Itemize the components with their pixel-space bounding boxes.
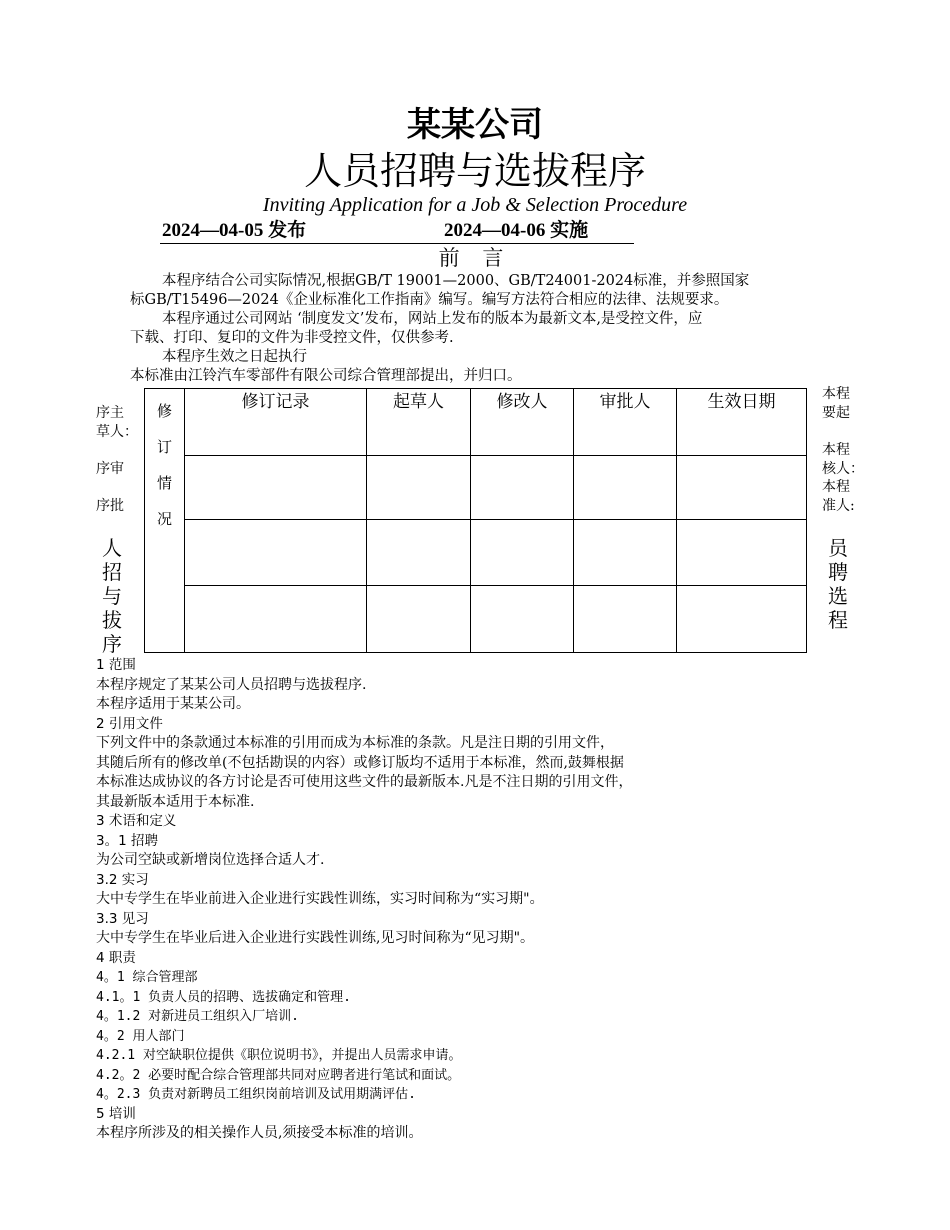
foreword-line: 标GB/T15496—2024《企业标准化工作指南》编写。编写方法符合相应的法律、法规要求。 xyxy=(130,292,729,308)
foreword-title: 前 言 xyxy=(438,246,512,270)
revision-side-label xyxy=(145,389,185,653)
column-header: 审批人 xyxy=(574,389,677,456)
revision-side-char: 情 xyxy=(156,474,172,492)
date-line xyxy=(160,219,634,244)
body-line: 4.1。1 负责人员的招聘、选拔确定和管理. xyxy=(96,989,351,1005)
body-line: 4.2.1 对空缺职位提供《职位说明书》，并提出人员需求申请。 xyxy=(96,1048,462,1063)
right-label: 核人： xyxy=(822,461,864,477)
company-name: 某某公司 xyxy=(407,105,543,145)
table-cell xyxy=(677,520,807,586)
column-header: 生效日期 xyxy=(677,389,807,456)
table-cell xyxy=(367,456,471,520)
table-cell xyxy=(574,586,677,653)
table-row xyxy=(145,586,807,653)
document-title: 人员招聘与选拔程序 xyxy=(303,149,646,193)
table-cell xyxy=(677,586,807,653)
left-label: 草人： xyxy=(96,424,138,440)
section-heading: 3。1 招聘 xyxy=(96,832,158,849)
body-line: 本程序所涉及的相关操作人员,须接受本标准的培训。 xyxy=(96,1125,423,1141)
publish-date: 2024—04-05 发布 xyxy=(162,220,307,241)
body-line: 大中专学生在毕业后进入企业进行实践性训练,见习时间称为“见习期"。 xyxy=(96,930,535,946)
body-line: 4。2 用人部门 xyxy=(96,1028,185,1044)
right-vertical-text: 员聘选程 xyxy=(828,536,848,632)
revision-table xyxy=(144,388,807,653)
revision-side-char: 况 xyxy=(156,510,172,528)
table-cell xyxy=(471,456,574,520)
section-heading: 3.2 实习 xyxy=(96,871,149,888)
body-line: 本标准达成协议的各方讨论是否可使用这些文件的最新版本.凡是不注日期的引用文件， xyxy=(96,774,633,790)
table-cell xyxy=(471,520,574,586)
left-label: 序主 xyxy=(96,405,124,421)
section-heading: 4 职责 xyxy=(96,949,136,966)
right-label: 本程 xyxy=(822,442,850,458)
table-cell xyxy=(185,586,367,653)
table-cell xyxy=(471,586,574,653)
table-cell xyxy=(677,456,807,520)
body-line: 本程序适用于某某公司。 xyxy=(96,696,250,712)
body-line: 4。2.3 负责对新聘员工组织岗前培训及试用期满评估. xyxy=(96,1087,416,1102)
body-line: 其最新版本适用于本标准. xyxy=(96,793,255,810)
section-heading: 3.3 见习 xyxy=(96,910,149,927)
right-label: 本程 xyxy=(822,479,850,495)
foreword-line: 本程序通过公司网站 ‘制度发文’发布，网站上发布的版本为最新文本,是受控文件，应 xyxy=(162,311,703,327)
table-row xyxy=(145,520,807,586)
column-header: 起草人 xyxy=(367,389,471,456)
left-label: 序审 xyxy=(96,461,124,477)
implement-date: 2024—04-06 实施 xyxy=(444,220,589,241)
foreword-line: 下载、打印、复印的文件为非受控文件，仅供参考. xyxy=(130,330,454,346)
body-line: 4。1 综合管理部 xyxy=(96,970,198,985)
foreword-line: 本程序生效之日起执行 xyxy=(162,349,307,365)
body-line: 4.2。2 必要时配合综合管理部共同对应聘者进行笔试和面试。 xyxy=(96,1067,461,1083)
section-heading: 5 培训 xyxy=(96,1105,136,1122)
foreword-line: 本标准由江铃汽车零部件有限公司综合管理部提出，并归口。 xyxy=(130,368,522,384)
section-heading: 3 术语和定义 xyxy=(96,813,177,829)
table-cell xyxy=(574,520,677,586)
column-header: 修订记录 xyxy=(185,389,367,456)
table-row xyxy=(145,456,807,520)
left-vertical-text: 人招与拔序 xyxy=(102,536,122,656)
table-cell xyxy=(185,520,367,586)
body-line: 本程序规定了某某公司人员招聘与选拔程序. xyxy=(96,676,367,693)
body-line: 其随后所有的修改单(不包括勘误的内容）或修订版均不适用于本标准，然而,鼓舞根据 xyxy=(96,754,624,771)
right-label: 本程 xyxy=(822,386,850,402)
table-cell xyxy=(574,456,677,520)
body-line: 下列文件中的条款通过本标准的引用而成为本标准的条款。凡是注日期的引用文件， xyxy=(96,735,614,751)
revision-side-char: 订 xyxy=(156,438,172,456)
foreword-line: 本程序结合公司实际情况,根据GB/T 19001—2000、GB/T24001-2024标准，并参照国家 xyxy=(162,273,750,289)
table-row xyxy=(145,389,807,456)
section-heading: 2 引用文件 xyxy=(96,715,163,732)
column-header: 修改人 xyxy=(471,389,574,456)
body-line: 为公司空缺或新增岗位选择合适人才. xyxy=(96,852,325,868)
document-body xyxy=(96,656,856,1144)
document-subtitle: Inviting Application for a Job & Selection Procedure xyxy=(262,194,688,216)
right-label: 要起 xyxy=(822,405,850,421)
revision-side-char: 修 xyxy=(156,402,172,420)
left-label: 序批 xyxy=(96,498,124,514)
table-cell xyxy=(367,520,471,586)
section-heading: 1 范围 xyxy=(96,657,136,673)
table-cell xyxy=(185,456,367,520)
right-label: 准人: xyxy=(822,498,855,514)
body-line: 4。1.2 对新进员工组织入厂培训. xyxy=(96,1009,299,1024)
revision-side-text xyxy=(145,389,184,537)
table-cell xyxy=(367,586,471,653)
body-line: 大中专学生在毕业前进入企业进行实践性训练，实习时间称为“实习期"。 xyxy=(96,891,544,907)
